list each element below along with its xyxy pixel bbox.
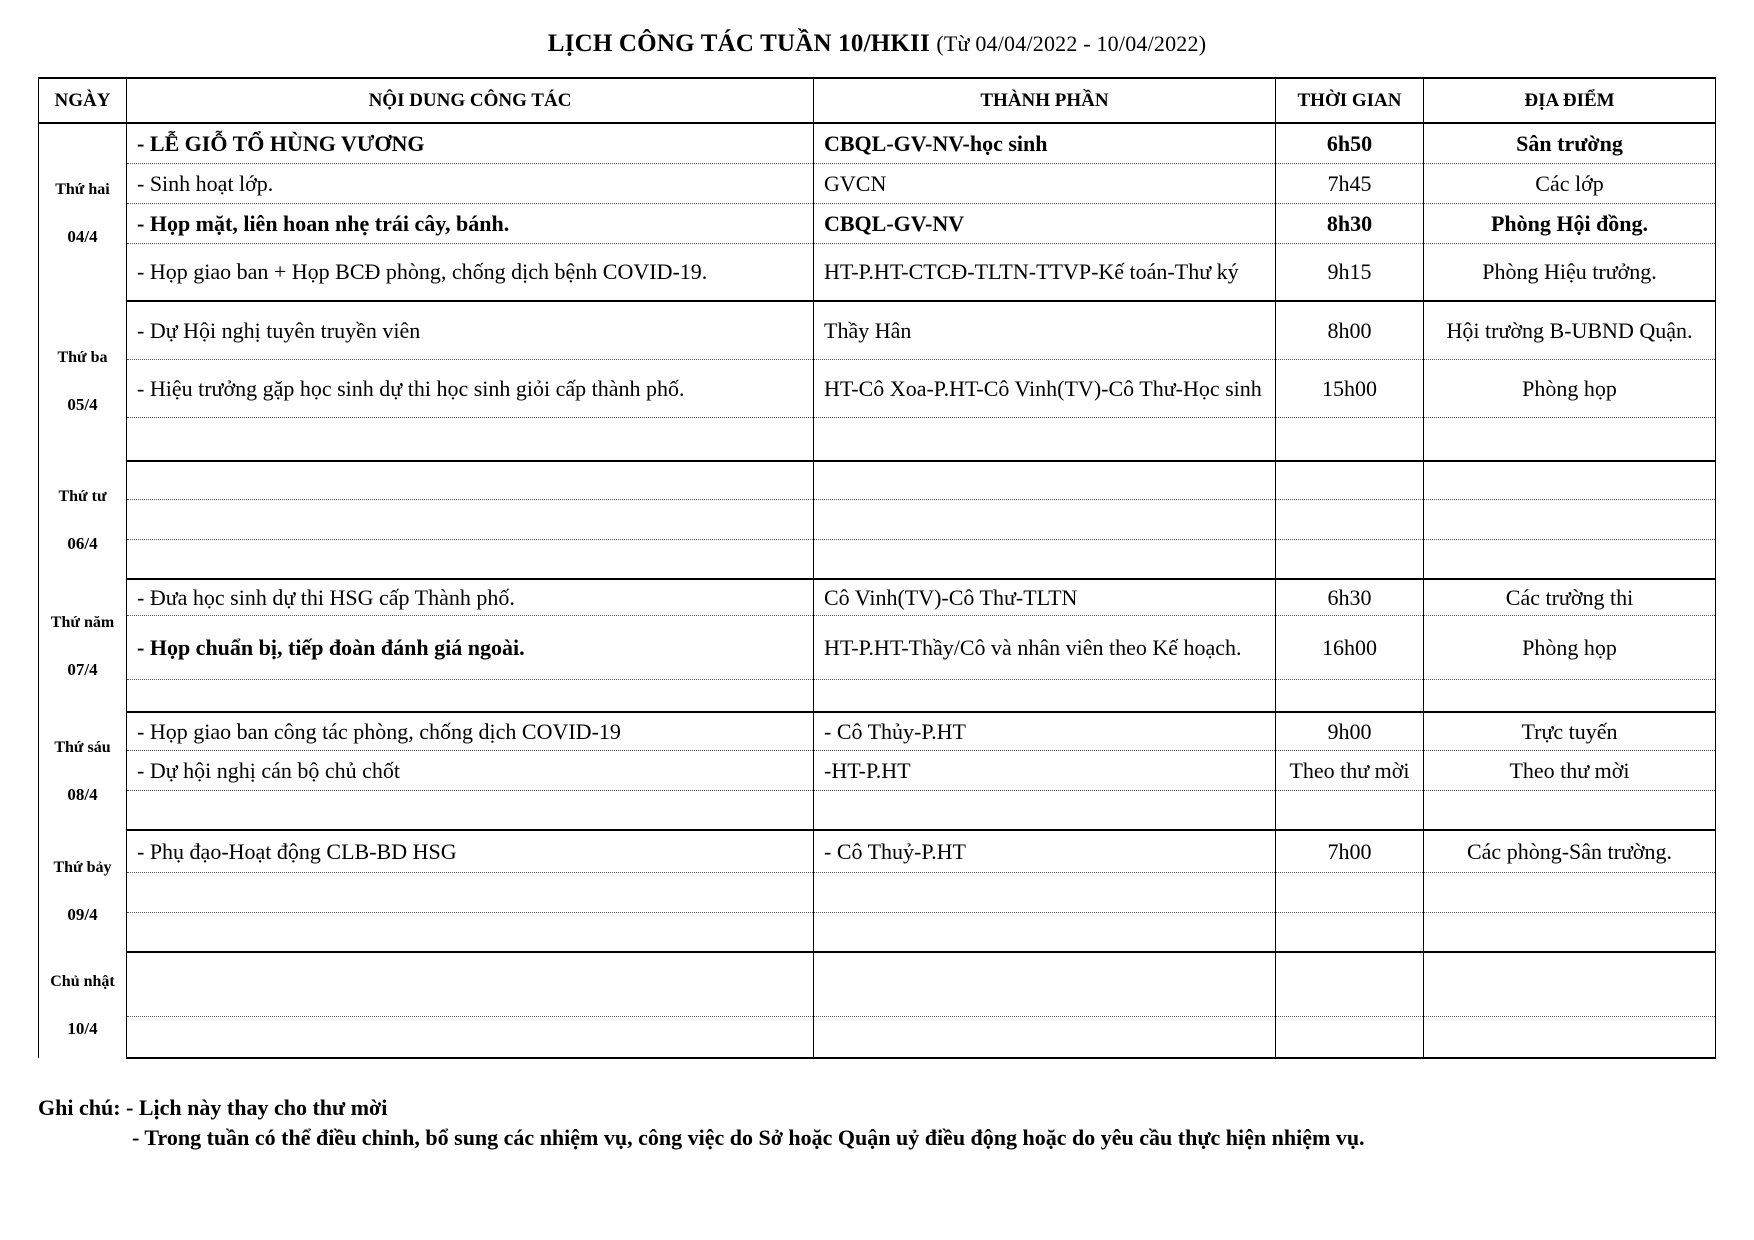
day-date: 07/4 [67,659,98,679]
day-cell [39,123,127,301]
task-place: Sân trường [1424,123,1716,163]
task-time: 15h00 [1276,359,1424,417]
day-name: Thứ tư [58,488,107,505]
task-time [1276,679,1424,712]
task-participants: HT-P.HT-CTCĐ-TLTN-TTVP-Kế toán-Thư ký [814,243,1276,301]
day-cell [39,952,127,1058]
task-participants [814,499,1276,539]
task-place [1424,790,1716,830]
task-participants: CBQL-GV-NV [814,203,1276,243]
task-place [1424,1016,1716,1058]
task-place: Hội trường B-UBND Quận. [1424,301,1716,359]
task-participants: - Cô Thuỷ-P.HT [814,830,1276,872]
schedule-body [39,123,1716,1058]
task-participants [814,790,1276,830]
task-time: 8h00 [1276,301,1424,359]
title-date-range: (Từ 04/04/2022 - 10/04/2022) [936,31,1207,56]
schedule-row [39,1016,1716,1058]
schedule-row [39,539,1716,579]
task-participants: HT-P.HT-Thầy/Cô và nhân viên theo Kế hoạch. [814,615,1276,679]
day-cell [39,461,127,579]
task-participants: Cô Vinh(TV)-Cô Thư-TLTN [814,579,1276,615]
schedule-row [39,912,1716,952]
schedule-row [39,872,1716,912]
day-date: 05/4 [67,395,98,414]
notes-label: Ghi chú: [38,1095,121,1120]
task-participants: GVCN [814,163,1276,203]
task-participants: -HT-P.HT [814,750,1276,790]
task-content [127,679,814,712]
task-place [1424,499,1716,539]
day-name: Chủ nhật [50,973,115,990]
task-place: Phòng họp [1424,615,1716,679]
task-place [1424,539,1716,579]
task-time [1276,1016,1424,1058]
task-content: - Họp chuẩn bị, tiếp đoàn đánh giá ngoài. [127,615,814,679]
task-content [127,790,814,830]
task-content: - LỄ GIỖ TỔ HÙNG VƯƠNG [127,123,814,163]
task-time [1276,952,1424,1016]
header-day: NGÀY [39,78,127,123]
task-place [1424,952,1716,1016]
notes-line-1: - Lịch này thay cho thư mời [126,1095,388,1120]
header-participants: THÀNH PHẦN [814,78,1276,123]
task-participants [814,1016,1276,1058]
task-place: Trực tuyến [1424,712,1716,750]
task-time: 6h30 [1276,579,1424,615]
day-name: Thứ ba [57,349,108,366]
day-name: Thứ bảy [53,859,112,876]
task-content: - Dự hội nghị cán bộ chủ chốt [127,750,814,790]
task-time: 9h00 [1276,712,1424,750]
task-place: Phòng Hội đồng. [1424,203,1716,243]
task-place: Các trường thi [1424,579,1716,615]
task-content: - Họp giao ban + Họp BCĐ phòng, chống dịch bệnh COVID-19. [127,243,814,301]
task-time: 7h45 [1276,163,1424,203]
task-participants [814,952,1276,1016]
task-time [1276,461,1424,499]
day-cell [39,579,127,712]
schedule-row [39,712,1716,750]
day-name: Thứ năm [50,613,115,631]
task-participants [814,539,1276,579]
schedule-row [39,301,1716,359]
schedule-table [38,77,1716,1059]
task-content [127,499,814,539]
task-content: - Đưa học sinh dự thi HSG cấp Thành phố. [127,579,814,615]
task-place [1424,417,1716,461]
day-date: 04/4 [67,226,98,246]
task-content [127,872,814,912]
task-time: 8h30 [1276,203,1424,243]
task-participants [814,912,1276,952]
schedule-row [39,790,1716,830]
task-place [1424,461,1716,499]
day-name: Thứ sáu [54,739,111,756]
task-content [127,952,814,1016]
task-content [127,461,814,499]
task-time [1276,417,1424,461]
task-participants [814,872,1276,912]
header-row [39,78,1716,123]
task-participants: - Cô Thủy-P.HT [814,712,1276,750]
task-content [127,417,814,461]
day-date: 09/4 [67,905,98,924]
task-participants [814,679,1276,712]
header-content: NỘI DUNG CÔNG TÁC [127,78,814,123]
task-content [127,539,814,579]
task-place [1424,872,1716,912]
task-content: - Hiệu trưởng gặp học sinh dự thi học sinh giỏi cấp thành phố. [127,359,814,417]
task-content: - Họp mặt, liên hoan nhẹ trái cây, bánh. [127,203,814,243]
task-place: Theo thư mời [1424,750,1716,790]
task-time: 7h00 [1276,830,1424,872]
page-title [0,30,1754,58]
task-place: Phòng Hiệu trưởng. [1424,243,1716,301]
task-time: 6h50 [1276,123,1424,163]
schedule-row [39,679,1716,712]
schedule-row [39,615,1716,679]
task-time: 16h00 [1276,615,1424,679]
task-content: - Sinh hoạt lớp. [127,163,814,203]
day-cell [39,830,127,952]
schedule-row [39,203,1716,243]
day-date: 08/4 [67,785,98,804]
day-cell [39,301,127,461]
day-date: 10/4 [67,1019,98,1038]
task-place: Phòng họp [1424,359,1716,417]
task-place: Các lớp [1424,163,1716,203]
schedule-row [39,359,1716,417]
task-place [1424,679,1716,712]
task-participants [814,461,1276,499]
task-time [1276,499,1424,539]
day-cell [39,712,127,830]
schedule-row [39,243,1716,301]
task-place: Các phòng-Sân trường. [1424,830,1716,872]
task-time [1276,912,1424,952]
header-place: ĐỊA ĐIỂM [1424,78,1716,123]
day-date: 06/4 [67,534,98,553]
task-time [1276,872,1424,912]
schedule-row [39,750,1716,790]
schedule-row [39,417,1716,461]
task-content [127,1016,814,1058]
schedule-row [39,579,1716,615]
task-time [1276,790,1424,830]
task-content: - Họp giao ban công tác phòng, chống dịch COVID-19 [127,712,814,750]
schedule-row [39,461,1716,499]
notes [38,1095,1365,1151]
task-participants [814,417,1276,461]
day-name: Thứ hai [55,180,110,198]
schedule-row [39,499,1716,539]
notes-line-2: - Trong tuần có thể điều chỉnh, bổ sung các nhiệm vụ, công việc do Sở hoặc Quận uỷ điều động hoặc do yêu cầu thực hiện nhiệm vụ. [132,1125,1365,1150]
task-participants: Thầy Hân [814,301,1276,359]
task-content [127,912,814,952]
schedule-row [39,952,1716,1016]
schedule-row [39,163,1716,203]
task-content: - Phụ đạo-Hoạt động CLB-BD HSG [127,830,814,872]
task-content: - Dự Hội nghị tuyên truyền viên [127,301,814,359]
schedule-row [39,123,1716,163]
task-participants: CBQL-GV-NV-học sinh [814,123,1276,163]
title-main: LỊCH CÔNG TÁC TUẦN 10/HKII [547,30,930,57]
task-time [1276,539,1424,579]
task-place [1424,912,1716,952]
task-participants: HT-Cô Xoa-P.HT-Cô Vinh(TV)-Cô Thư-Học sinh [814,359,1276,417]
task-time: 9h15 [1276,243,1424,301]
header-time: THỜI GIAN [1276,78,1424,123]
task-time: Theo thư mời [1276,750,1424,790]
schedule-row [39,830,1716,872]
